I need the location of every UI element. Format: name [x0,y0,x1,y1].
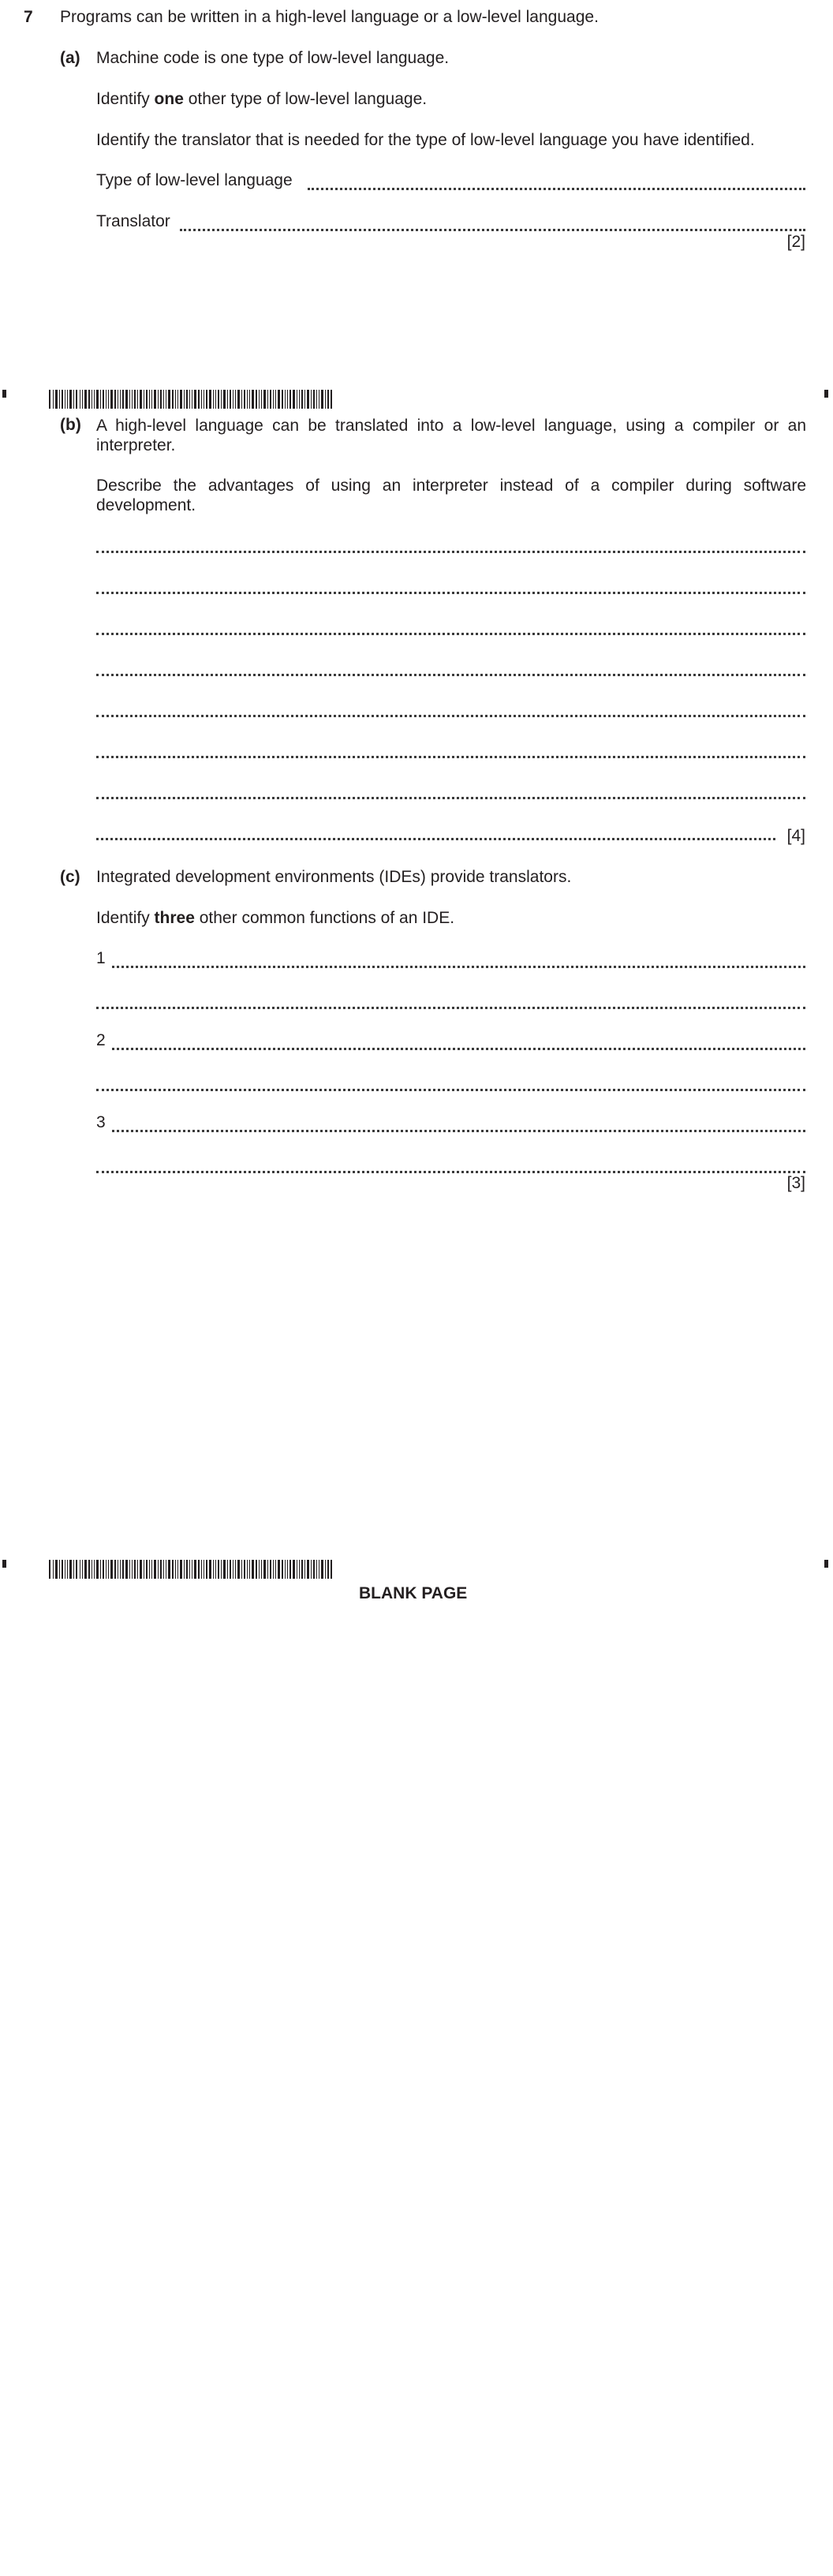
part-b-answer-line-4[interactable] [96,674,805,676]
part-c-label: (c) [60,868,80,886]
part-c-answer-line-2b[interactable] [96,1089,805,1091]
part-c-line2-bold: three [154,909,195,927]
part-a-field1-label: Type of low-level language [96,171,293,189]
part-a-line2-pre: Identify [96,90,155,108]
barcode [49,1560,333,1579]
question-stem: Programs can be written in a high-level language or a low-level language. [60,8,599,26]
blank-page-title: BLANK PAGE [359,1584,468,1602]
part-a-answer-line-type[interactable] [308,188,805,190]
part-b-answer-line-3[interactable] [96,633,805,635]
corner-mark-right [824,1560,828,1568]
corner-mark-left [2,1560,6,1568]
part-a-answer-line-translator[interactable] [180,229,805,231]
part-b-para2: Describe the advantages of using an interpreter instead of a compiler during software development. [96,477,806,514]
part-b-answer-line-8[interactable] [96,838,775,840]
part-a-line3: Identify the translator that is needed for the type of low-level language you have identified. [96,131,755,149]
part-b-answer-line-1[interactable] [96,551,805,553]
corner-mark-left [2,390,6,398]
corner-mark-right [824,390,828,398]
part-c-marks: [3] [786,1174,805,1192]
part-c-answer-line-3a[interactable] [112,1130,805,1132]
part-a-line1: Machine code is one type of low-level language. [96,49,450,67]
part-a-line2-bold: one [154,90,184,108]
part-b-answer-line-2[interactable] [96,592,805,594]
part-c-line2 [96,909,454,928]
part-c-item-3-number: 3 [96,1113,106,1131]
part-a-line2-post: other type of low-level language. [183,90,428,108]
part-c-item-2-number: 2 [96,1031,106,1049]
part-c-answer-line-1b[interactable] [96,1007,805,1009]
barcode [49,390,333,409]
part-c-line1: Integrated development environments (IDEs) provide translators. [96,868,572,886]
part-c-line2-pre: Identify [96,909,155,927]
part-b-answer-line-6[interactable] [96,756,805,758]
part-c-item-1-number: 1 [96,949,106,967]
part-c-answer-line-1a[interactable] [112,966,805,968]
part-c-answer-line-2a[interactable] [112,1048,805,1050]
part-a-label: (a) [60,49,80,67]
part-a-marks: [2] [786,233,805,251]
part-b-answer-line-7[interactable] [96,797,805,799]
part-c-line2-post: other common functions of an IDE. [194,909,455,927]
part-a-field2-label: Translator [96,212,170,230]
part-b-marks: [4] [786,827,805,845]
part-c-answer-line-3b[interactable] [96,1171,805,1173]
question-number: 7 [24,8,33,26]
part-b-para1: A high-level language can be translated into a low-level language, using a compiler or an interpreter. [96,417,806,454]
part-b-answer-line-5[interactable] [96,715,805,717]
part-a-line2 [96,90,427,109]
part-b-label: (b) [60,416,81,434]
